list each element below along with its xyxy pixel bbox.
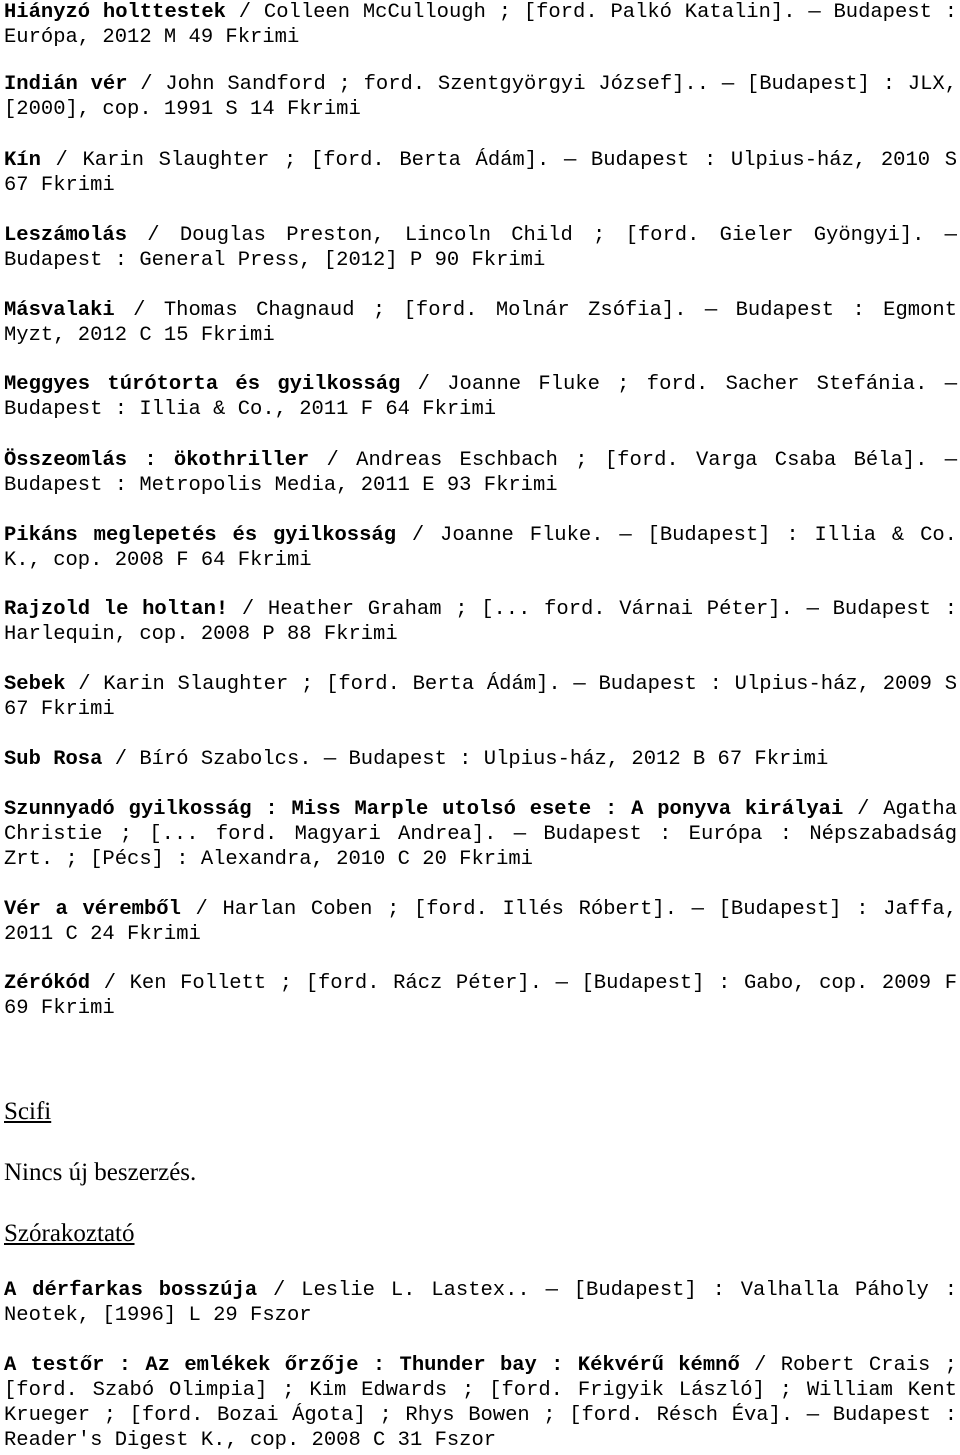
catalog-entry bbox=[4, 672, 957, 722]
entry-title: Indián vér bbox=[4, 73, 128, 96]
entry-title: Összeomlás : ökothriller bbox=[4, 449, 310, 472]
entry-title: Pikáns meglepetés és gyilkosság bbox=[4, 524, 397, 547]
catalog-entry bbox=[4, 897, 957, 947]
entry-details: / Karin Slaughter ; [ford. Berta Ádám]. — Budapest : Ulpius-ház, 2009 S 67 Fkrimi bbox=[4, 673, 957, 721]
catalog-entry bbox=[4, 0, 957, 50]
catalog-entry bbox=[4, 72, 957, 122]
catalog-entry bbox=[4, 523, 957, 573]
catalog-entry bbox=[4, 971, 957, 1021]
entry-title: Vér a véremből bbox=[4, 898, 181, 921]
entry-details: / Agatha Christie ; [... ford. Magyari Andrea]. — Budapest : Európa : Népszabadság Zrt. ; [Pécs] : Alexandra, 2010 C 20 Fkrimi bbox=[4, 798, 958, 871]
entry-details: / Harlan Coben ; [ford. Illés Róbert]. — [Budapest] : Jaffa, 2011 C 24 Fkrimi bbox=[4, 898, 957, 946]
section-heading-scifi: Scifi bbox=[4, 1098, 52, 1125]
entry-title: Másvalaki bbox=[4, 299, 115, 322]
catalog-entry bbox=[4, 372, 957, 422]
entry-title: Meggyes túrótorta és gyilkosság bbox=[4, 373, 401, 396]
section-heading-szorakoztato: Szórakoztató bbox=[4, 1220, 135, 1247]
catalog-entry bbox=[4, 747, 957, 772]
entry-details: / Ken Follett ; [ford. Rácz Péter]. — [Budapest] : Gabo, cop. 2009 F 69 Fkrimi bbox=[4, 972, 957, 1020]
entry-title: A dérfarkas bosszúja bbox=[4, 1279, 258, 1302]
catalog-entry bbox=[4, 298, 957, 348]
entry-title: Sub Rosa bbox=[4, 748, 103, 771]
entry-details: / Joanne Fluke. — [Budapest] : Illia & Co. K., cop. 2008 F 64 Fkrimi bbox=[4, 524, 957, 572]
entry-details: / John Sandford ; ford. Szentgyörgyi József].. — [Budapest] : JLX, [2000], cop. 1991 S 14 Fkrimi bbox=[4, 73, 957, 121]
entry-details: / Douglas Preston, Lincoln Child ; [ford. Gieler Gyöngyi]. — Budapest : General Press, [2012] P 90 Fkrimi bbox=[4, 224, 957, 272]
entry-details: / Leslie L. Lastex.. — [Budapest] : Valhalla Páholy : Neotek, [1996] L 29 Fszor bbox=[4, 1279, 957, 1327]
entry-title: Sebek bbox=[4, 673, 66, 696]
catalog-entry bbox=[4, 1353, 957, 1453]
entry-details: / Robert Crais ; [ford. Szabó Olimpia] ; Kim Edwards ; [ford. Frigyik László] ; William Kent Krueger ; [ford. Bozai Ágota] ; Rhys Bowen ; [ford. Résch Éva]. — Budapest : Reader's Digest K., cop. 2008 C 31 Fszor bbox=[4, 1354, 957, 1452]
catalog-entry bbox=[4, 448, 957, 498]
entry-title: Hiányzó holttestek bbox=[4, 1, 226, 24]
entry-title: Kín bbox=[4, 149, 41, 172]
entry-title: Zérókód bbox=[4, 972, 91, 995]
entry-details: / Heather Graham ; [... ford. Várnai Péter]. — Budapest : Harlequin, cop. 2008 P 88 Fkrimi bbox=[4, 598, 957, 646]
entry-details: / Karin Slaughter ; [ford. Berta Ádám]. — Budapest : Ulpius-ház, 2010 S 67 Fkrimi bbox=[4, 149, 957, 197]
catalog-entry bbox=[4, 1278, 957, 1328]
scifi-note: Nincs új beszerzés. bbox=[4, 1159, 197, 1186]
entry-details: / Thomas Chagnaud ; [ford. Molnár Zsófia]. — Budapest : Egmont Myzt, 2012 C 15 Fkrimi bbox=[4, 299, 957, 347]
entry-details: / Bíró Szabolcs. — Budapest : Ulpius-ház, 2012 B 67 Fkrimi bbox=[102, 748, 829, 771]
entry-title: Szunnyadó gyilkosság : Miss Marple utolsó esete : A ponyva királyai bbox=[4, 798, 844, 821]
entry-details: / Joanne Fluke ; ford. Sacher Stefánia. — Budapest : Illia & Co., 2011 F 64 Fkrimi bbox=[4, 373, 957, 421]
catalog-entry bbox=[4, 148, 957, 198]
catalog-entry bbox=[4, 223, 957, 273]
catalog-entry bbox=[4, 597, 957, 647]
entry-details: / Andreas Eschbach ; [ford. Varga Csaba Béla]. — Budapest : Metropolis Media, 2011 E 93 Fkrimi bbox=[4, 449, 957, 497]
catalog-entry bbox=[4, 797, 957, 872]
entry-title: A testőr : Az emlékek őrzője : Thunder bay : Kékvérű kémnő bbox=[4, 1354, 740, 1377]
entry-title: Leszámolás bbox=[4, 224, 128, 247]
entry-details: / Colleen McCullough ; [ford. Palkó Katalin]. — Budapest : Európa, 2012 M 49 Fkrimi bbox=[4, 1, 957, 49]
entry-title: Rajzold le holtan! bbox=[4, 598, 229, 621]
